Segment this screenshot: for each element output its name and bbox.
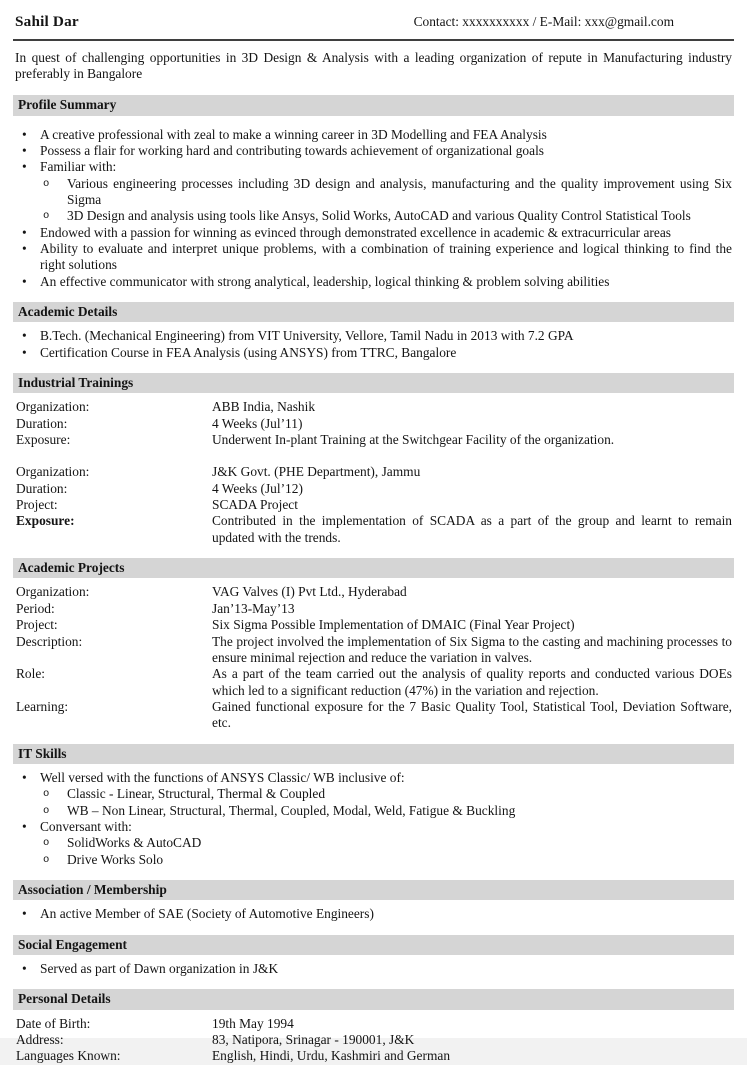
section-heading-academic-projects: Academic Projects — [13, 558, 734, 578]
career-objective: In quest of challenging opportunities in 3D Design & Analysis with a leading organization of repute in Manufacturing industry preferably in Bangalore — [15, 49, 732, 81]
field-value: Gained functional exposure for the 7 Basic Quality Tool, Statistical Tool, Deviation Software, etc. — [212, 698, 732, 731]
section-heading-industrial-trainings: Industrial Trainings — [13, 373, 734, 393]
bullet-item: • Certification Course in FEA Analysis (using ANSYS) from TTRC, Bangalore — [13, 345, 732, 361]
bullet-item: • A creative professional with zeal to make a winning career in 3D Modelling and FEA Analysis — [13, 127, 732, 143]
section-academic-details — [13, 302, 734, 361]
section-social-engagement — [13, 935, 734, 978]
bullet-item: • An effective communicator with strong analytical, leadership, logical thinking & problem solving abilities — [13, 274, 732, 290]
field-row — [13, 1016, 734, 1032]
field-row — [13, 699, 734, 732]
field-row — [13, 601, 734, 617]
bullet-item: • Possess a flair for working hard and contributing towards achievement of organizational goals — [13, 143, 732, 159]
field-label: Exposure: — [16, 432, 71, 448]
field-value: English, Hindi, Urdu, Kashmiri and German — [212, 1048, 451, 1064]
section-it-skills — [13, 744, 734, 868]
field-value: 83, Natipora, Srinagar - 190001, J&K — [212, 1032, 415, 1048]
field-label: Address: — [16, 1032, 64, 1048]
bullet-item: • Served as part of Dawn organization in J&K — [13, 961, 732, 977]
field-value: J&K Govt. (PHE Department), Jammu — [212, 464, 421, 480]
field-label: Project: — [16, 497, 58, 513]
section-heading-it-skills: IT Skills — [13, 744, 734, 764]
field-label: Languages Known: — [16, 1048, 121, 1064]
bullet-item: • B.Tech. (Mechanical Engineering) from VIT University, Vellore, Tamil Nadu in 2013 with 7.2 GPA — [13, 328, 732, 344]
project-block — [13, 584, 734, 731]
sub-bullet-item: o Classic - Linear, Structural, Thermal & Coupled — [13, 786, 732, 802]
field-value: Jan’13-May’13 — [212, 600, 295, 616]
field-value: VAG Valves (I) Pvt Ltd., Hyderabad — [212, 584, 407, 600]
document-header — [13, 11, 734, 39]
field-row — [13, 497, 734, 513]
field-row — [13, 399, 734, 415]
field-value: The project involved the implementation of Six Sigma to the casting and machining processes to ensure minimal rejection and reduce the variation in valves. — [212, 633, 732, 665]
field-row — [13, 464, 734, 480]
section-heading-social-engagement: Social Engagement — [13, 935, 734, 955]
bullet-item: • Ability to evaluate and interpret unique problems, with a combination of training experience and logical thinking to find the right solutions — [13, 241, 732, 274]
field-label: Description: — [16, 633, 83, 649]
bullet-item: • Conversant with: — [13, 819, 732, 835]
field-row — [13, 1048, 734, 1064]
field-value: 4 Weeks (Jul’12) — [212, 480, 303, 496]
field-label: Period: — [16, 600, 55, 616]
bullet-item: • Endowed with a passion for winning as evinced through demonstrated excellence in academic & extracurricular areas — [13, 225, 732, 241]
academic-details-list — [13, 328, 734, 361]
contact-info: Contact: xxxxxxxxxx / E-Mail: xxx@gmail.com — [413, 14, 674, 29]
field-label: Role: — [16, 666, 46, 682]
field-value: SCADA Project — [212, 497, 298, 513]
candidate-name: Sahil Dar — [15, 13, 79, 30]
field-value: Underwent In-plant Training at the Switchgear Facility of the organization. — [212, 432, 615, 448]
profile-summary-list — [13, 127, 734, 290]
field-value: As a part of the team carried out the analysis of quality reports and conducted various DOEs which led to a significant reduction (47%) in the variation and rejection. — [212, 666, 732, 698]
bullet-item: • An active Member of SAE (Society of Automotive Engineers) — [13, 906, 732, 922]
section-heading-profile-summary: Profile Summary — [13, 95, 734, 115]
field-value: 19th May 1994 — [212, 1015, 294, 1031]
field-row — [13, 416, 734, 432]
field-label: Organization: — [16, 464, 90, 480]
field-label: Organization: — [16, 399, 90, 415]
social-engagement-list — [13, 961, 734, 977]
field-value: Contributed in the implementation of SCADA as a part of the group and learnt to remain updated with the trends. — [212, 513, 732, 545]
field-label: Duration: — [16, 480, 68, 496]
section-heading-association: Association / Membership — [13, 880, 734, 900]
it-skills-list — [13, 770, 734, 868]
field-value: Six Sigma Possible Implementation of DMAIC (Final Year Project) — [212, 617, 575, 633]
personal-details-block — [13, 1016, 734, 1065]
sub-bullet-item: o Various engineering processes including 3D design and analysis, manufacturing and the quality improvement using Six Sigma — [13, 176, 732, 209]
field-row — [13, 481, 734, 497]
section-personal-details — [13, 989, 734, 1064]
section-industrial-trainings — [13, 373, 734, 546]
association-list — [13, 906, 734, 922]
field-label: Date of Birth: — [16, 1015, 91, 1031]
sub-bullet-item: o Drive Works Solo — [13, 852, 732, 868]
field-row — [13, 513, 734, 546]
sub-bullet-item: o SolidWorks & AutoCAD — [13, 835, 732, 851]
header-divider — [13, 39, 734, 41]
field-row — [13, 617, 734, 633]
training-block-1 — [13, 399, 734, 448]
field-label: Duration: — [16, 415, 68, 431]
sub-bullet-item: o WB – Non Linear, Structural, Thermal, Coupled, Modal, Weld, Fatigue & Buckling — [13, 803, 732, 819]
bullet-item: • Familiar with: — [13, 159, 732, 175]
field-row — [13, 584, 734, 600]
bullet-item: • Well versed with the functions of ANSYS Classic/ WB inclusive of: — [13, 770, 732, 786]
field-label: Learning: — [16, 698, 69, 714]
section-heading-personal-details: Personal Details — [13, 989, 734, 1009]
section-association-membership — [13, 880, 734, 923]
section-heading-academic-details: Academic Details — [13, 302, 734, 322]
field-row — [13, 432, 734, 448]
field-value: 4 Weeks (Jul’11) — [212, 415, 303, 431]
field-value: ABB India, Nashik — [212, 399, 316, 415]
field-row — [13, 1032, 734, 1048]
sub-bullet-item: o 3D Design and analysis using tools like Ansys, Solid Works, AutoCAD and various Quality Control Statistical Tools — [13, 208, 732, 224]
field-label: Exposure: — [16, 513, 75, 529]
section-academic-projects — [13, 558, 734, 731]
section-profile-summary — [13, 95, 734, 290]
field-label: Project: — [16, 617, 58, 633]
field-label: Organization: — [16, 584, 90, 600]
field-row — [13, 634, 734, 667]
block-spacer — [13, 448, 734, 464]
field-row — [13, 666, 734, 699]
training-block-2 — [13, 464, 734, 546]
